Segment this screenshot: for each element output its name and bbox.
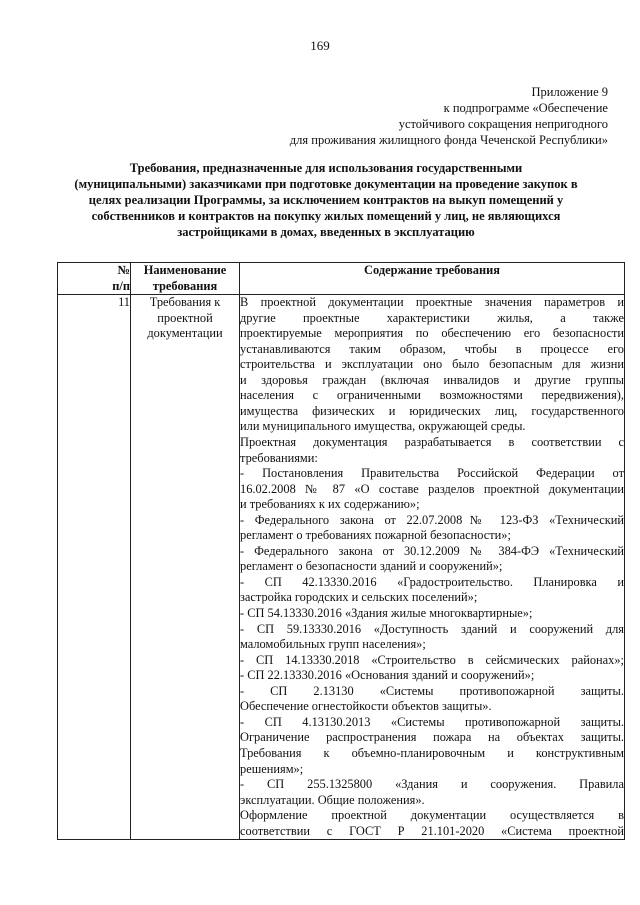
row-number: 11 xyxy=(58,295,131,840)
content-line: Обеспечение огнестойкости объектов защиты». xyxy=(240,699,492,714)
content-line: требованиями: xyxy=(240,450,318,465)
content-line: застройка городских и сельских поселений»; xyxy=(240,590,478,605)
title-line: Требования, предназначенные для использования государственными xyxy=(129,161,523,175)
document-title xyxy=(50,160,602,240)
content-line: - Федерального закона от 30.12.2009 № 384-ФЭ «Технический xyxy=(240,543,624,558)
requirements-table xyxy=(57,262,625,840)
content-line: и здоровья граждан (включая инвалидов и другие группы xyxy=(240,372,624,387)
content-line: - СП 54.13330.2016 «Здания жилые многоквартирные»; xyxy=(240,606,533,621)
header-number-line: № xyxy=(117,263,130,277)
title-line: целях реализации Программы, за исключением контрактов на выкуп помещений у xyxy=(88,193,564,207)
content-line: другие проектные характеристики жилья, а также xyxy=(240,310,624,325)
content-line: Ограничение распространения пожара на объектах защиты. xyxy=(240,730,624,745)
content-line: имущества физических и юридических лиц, государственного xyxy=(240,403,624,418)
content-line: Требования к объемно-планировочным и конструктивным xyxy=(240,745,624,760)
content-line: - Федерального закона от 22.07.2008№ 123-ФЗ «Технический xyxy=(240,512,624,527)
content-line: проектируемые мероприятия по обеспечению его безопасности xyxy=(240,326,624,341)
appendix-line: устойчивого сокращения непригодного xyxy=(398,117,608,131)
appendix-block xyxy=(208,84,608,148)
content-line: или муниципального имущества, окружающей среды. xyxy=(240,419,526,434)
row-name-line: документации xyxy=(147,326,223,341)
header-name xyxy=(131,263,240,295)
header-content: Содержание требования xyxy=(240,263,625,295)
appendix-line: Приложение 9 xyxy=(531,85,608,99)
row-content xyxy=(240,295,625,840)
content-line: - СП 59.13330.2016 «Доступность зданий и сооружений для xyxy=(240,621,624,636)
content-line: - СП 22.13330.2016 «Основания зданий и сооружений»; xyxy=(240,668,535,683)
content-line: решениям»; xyxy=(240,761,304,776)
title-line: застройщиками в домах, введенных в эксплуатацию xyxy=(177,225,475,239)
content-line: - Постановления Правительства Российской Федерации от xyxy=(240,466,624,481)
content-line: населения с ограниченными возможностями передвижения), xyxy=(240,388,624,403)
content-line: - СП 2.13130 «Системы противопожарной защиты. xyxy=(240,683,624,698)
header-name-line: Наименование xyxy=(143,263,227,277)
content-line: эксплуатации. Общие положения». xyxy=(240,792,425,807)
appendix-line: к подпрограмме «Обеспечение xyxy=(443,101,608,115)
content-line: Проектная документация разрабатывается в соответствии с xyxy=(240,435,624,450)
content-line: соответствии с ГОСТ Р 21.101-2020 «Система проектной xyxy=(240,823,624,838)
table-row xyxy=(58,295,625,840)
content-line: В проектной документации проектные значения параметров и xyxy=(240,295,624,310)
header-name-line: требования xyxy=(152,278,218,293)
row-name xyxy=(131,295,240,840)
content-line: 16.02.2008 № 87 «О составе разделов проектной документации xyxy=(240,481,624,496)
content-line: Оформление проектной документации осуществляется в xyxy=(240,808,624,823)
header-number xyxy=(58,263,131,295)
page-number: 169 xyxy=(310,38,330,53)
content-line: строительства и эксплуатации оно было безопасным для жизни xyxy=(240,357,624,372)
row-name-line: проектной xyxy=(157,310,213,325)
content-line: - СП 42.13330.2016 «Градостроительство. Планировка и xyxy=(240,574,624,589)
content-line: маломобильных групп населения»; xyxy=(240,637,426,652)
content-line: регламент о требованиях пожарной безопасности»; xyxy=(240,528,511,543)
title-line: собственников и контрактов на покупку жилых помещений у лиц, не являющихся xyxy=(91,209,561,223)
title-line: (муниципальными) заказчиками при подготовке документации на проведение закупок в xyxy=(74,177,578,191)
row-name-line: Требования к xyxy=(149,295,221,310)
header-number-line: п/п xyxy=(112,278,130,293)
table-header-row xyxy=(58,263,625,295)
content-line: и требованиях к их содержанию»; xyxy=(240,497,420,512)
content-line: устанавливаются таким образом, чтобы в процессе его xyxy=(240,341,624,356)
appendix-line: для проживания жилищного фонда Чеченской Республики» xyxy=(289,133,608,147)
content-line: регламент о безопасности зданий и сооружений»; xyxy=(240,559,503,574)
content-line: - СП 14.13330.2018 «Строительство в сейсмических районах»; xyxy=(240,652,624,667)
content-line: - СП 255.1325800 «Здания и сооружения. Правила xyxy=(240,777,624,792)
content-line: - СП 4.13130.2013 «Системы противопожарной защиты. xyxy=(240,714,624,729)
